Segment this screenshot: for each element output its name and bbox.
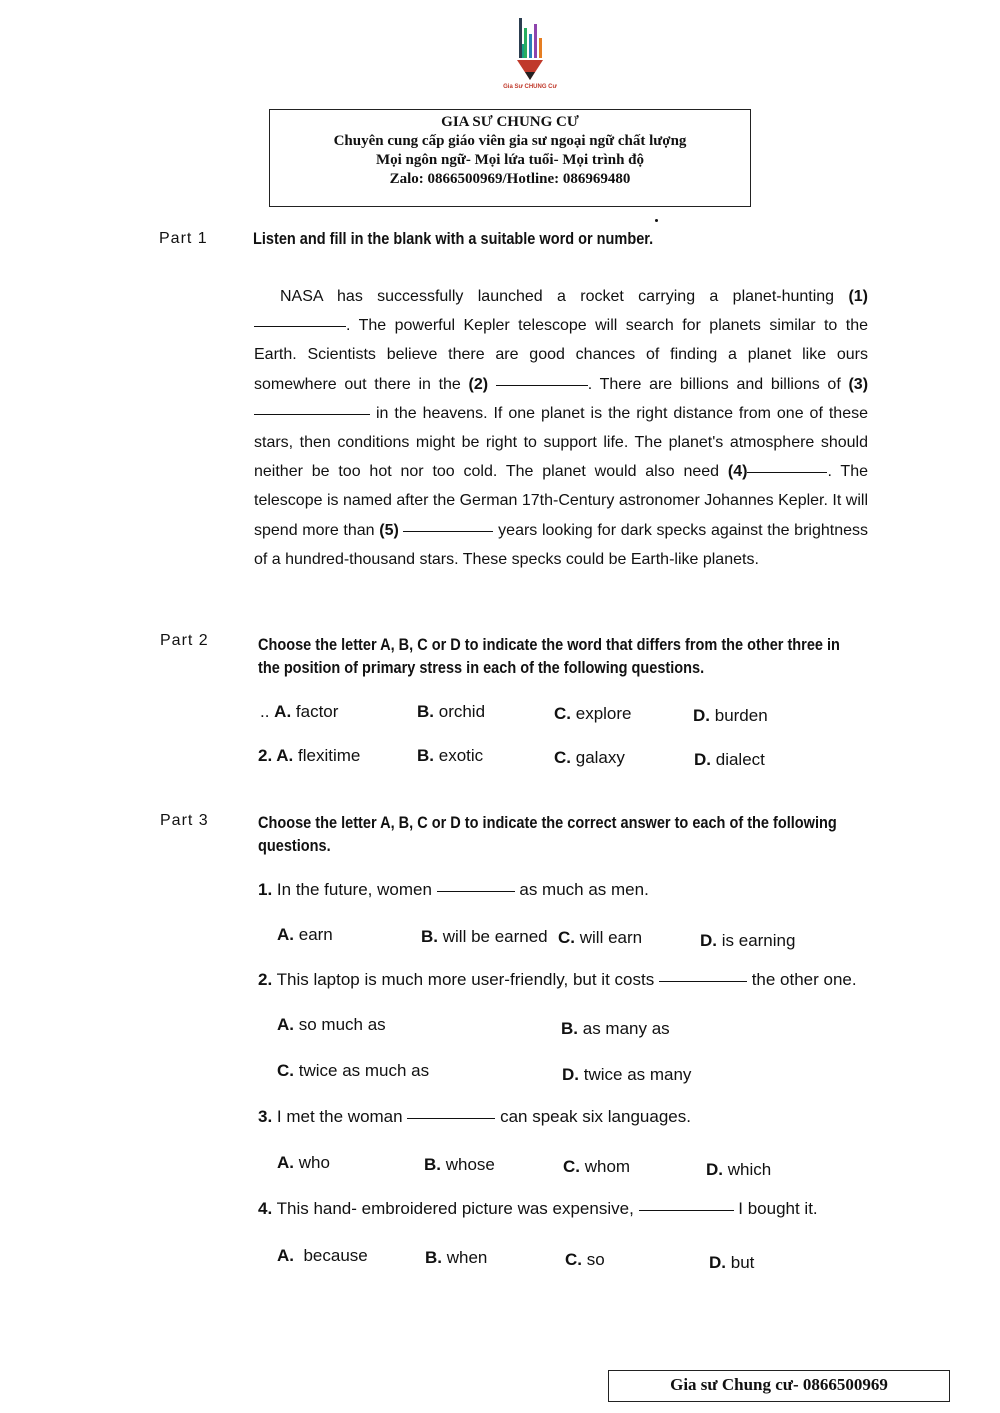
option-text: earn — [298, 925, 333, 944]
p3-q3-option-a[interactable] — [277, 1153, 330, 1173]
p3-q1-option-a[interactable] — [277, 925, 333, 945]
option-text: whom — [584, 1157, 631, 1176]
p3-q2-stem — [258, 970, 857, 990]
option-text: because — [303, 1246, 368, 1265]
p3-q3-option-c[interactable] — [563, 1157, 630, 1177]
option-text: will earn — [579, 928, 643, 947]
blank-4[interactable] — [747, 472, 827, 473]
p3-q4-option-c[interactable] — [565, 1250, 605, 1270]
option-letter: D. — [709, 1253, 726, 1272]
p3-q1-stem — [258, 880, 649, 900]
question-number: 2. — [258, 746, 277, 765]
passage-text: . The powerful Kepler telescope will search for planets similar to the Earth. Scientists believe there are good chances of finding a planet like ours somewhere out there in the — [254, 317, 868, 393]
header-title: GIA SƯ CHUNG CƯ — [441, 114, 579, 130]
option-letter: D. — [562, 1065, 579, 1084]
blank-3[interactable] — [254, 414, 370, 415]
option-letter: B. — [561, 1019, 578, 1038]
option-text: which — [727, 1160, 772, 1179]
option-letter: B. — [417, 746, 434, 765]
question-number: 4. — [258, 1199, 273, 1218]
part2-instruction: Choose the letter A, B, C or D to indicate the word that differs from the other three in the position of primary stress in each of the following questions. — [258, 636, 840, 677]
question-text: I met the woman — [276, 1107, 403, 1126]
option-text: explore — [575, 704, 632, 723]
option-text: dialect — [715, 750, 765, 769]
option-text: orchid — [438, 702, 486, 721]
p3-q2-blank[interactable] — [659, 981, 747, 982]
p2-q1-option-b[interactable] — [417, 702, 485, 722]
p2-q2-option-c[interactable] — [554, 748, 625, 768]
p3-q4-option-a[interactable] — [277, 1246, 368, 1266]
p2-q1-option-a[interactable] — [260, 702, 338, 722]
p2-q1-option-d[interactable] — [693, 706, 768, 726]
p3-q4-blank[interactable] — [639, 1210, 734, 1211]
option-text: so — [586, 1250, 605, 1269]
p3-q1-option-d[interactable] — [700, 931, 795, 951]
option-text: twice as many — [583, 1065, 692, 1084]
p3-q3-option-d[interactable] — [706, 1160, 771, 1180]
blank-number: (5) — [379, 521, 399, 539]
blank-number: (1) — [848, 288, 868, 305]
option-letter: C. — [563, 1157, 580, 1176]
option-letter: D. — [706, 1160, 723, 1179]
passage-text: NASA has successfully launched a rocket carrying a planet-hunting — [280, 288, 835, 305]
option-letter: B. — [425, 1248, 442, 1267]
option-letter: C. — [554, 704, 571, 723]
header-line-2: Mọi ngôn ngữ- Mọi lứa tuổi- Mọi trình độ — [375, 152, 644, 168]
header-box — [269, 109, 751, 207]
blank-5[interactable] — [403, 531, 493, 532]
header-line-1: Chuyên cung cấp giáo viên gia sư ngoại ngữ chất lượng — [333, 133, 687, 149]
option-letter: A. — [276, 746, 294, 765]
p3-q2-option-a[interactable] — [277, 1015, 386, 1035]
p2-q1-option-c[interactable] — [554, 704, 632, 724]
part1-instruction: Listen and fill in the blank with a suitable word or number. — [253, 230, 654, 248]
p3-q1-blank[interactable] — [437, 891, 515, 892]
option-text: flexitime — [298, 746, 361, 765]
option-text: whose — [445, 1155, 495, 1174]
option-letter: D. — [693, 706, 710, 725]
question-number: .. — [260, 702, 275, 721]
question-number: 3. — [258, 1107, 273, 1126]
option-text: who — [298, 1153, 330, 1172]
option-letter: C. — [277, 1061, 294, 1080]
option-letter: C. — [565, 1250, 582, 1269]
option-letter: A. — [277, 1153, 294, 1172]
logo-text: Gia Sư CHUNG Cư — [503, 84, 557, 90]
blank-1[interactable] — [254, 326, 346, 327]
passage-text: . The telescope is named after the German 17th-Century astronomer Johannes Kepler. It will spend more than — [254, 463, 869, 539]
option-letter: C. — [558, 928, 575, 947]
option-text: exotic — [438, 746, 484, 765]
question-text: the other one. — [751, 970, 857, 989]
question-text: as much as men. — [519, 880, 649, 899]
option-letter: D. — [694, 750, 711, 769]
option-letter: D. — [700, 931, 717, 950]
option-letter: B. — [421, 927, 438, 946]
blank-2[interactable] — [496, 385, 588, 386]
question-text: This laptop is much more user-friendly, but it costs — [276, 970, 655, 989]
option-text: burden — [714, 706, 768, 725]
p2-q2-option-b[interactable] — [417, 746, 483, 766]
blank-number: (3) — [848, 375, 869, 393]
question-text: can speak six languages. — [500, 1107, 691, 1126]
option-letter: B. — [424, 1155, 441, 1174]
p3-q1-option-c[interactable] — [558, 928, 642, 948]
option-letter: A. — [277, 1015, 294, 1034]
logo — [505, 14, 555, 94]
option-text: so much as — [298, 1015, 386, 1034]
p3-q4-option-b[interactable] — [425, 1248, 487, 1268]
question-text: In the future, women — [276, 880, 432, 899]
p3-q2-option-d[interactable] — [562, 1065, 691, 1085]
option-text: when — [446, 1248, 488, 1267]
question-text: I bought it. — [738, 1199, 818, 1218]
passage-text: . There are billions and billions of — [587, 375, 841, 393]
p3-q4-stem — [258, 1199, 818, 1219]
option-text: factor — [295, 702, 339, 721]
option-text: twice as much as — [298, 1061, 430, 1080]
option-text: will be earned — [442, 927, 548, 946]
option-letter: B. — [417, 702, 434, 721]
option-letter: A. — [277, 925, 294, 944]
p2-q2-option-d[interactable] — [694, 750, 765, 770]
question-number: 1. — [258, 880, 273, 899]
option-letter: C. — [554, 748, 571, 767]
p3-q3-blank[interactable] — [407, 1118, 495, 1119]
blank-number: (2) — [468, 375, 489, 393]
option-text: but — [730, 1253, 755, 1272]
option-text: is earning — [721, 931, 796, 950]
option-letter: A. — [274, 702, 292, 721]
p3-q2-option-c[interactable] — [277, 1061, 429, 1081]
blank-number: (4) — [727, 463, 748, 481]
part1-label: Part 1 — [159, 230, 208, 247]
part1-passage — [254, 282, 868, 574]
passage-text: in the heavens. If one planet is the right distance from one of these stars, then conditions might be right to support life. The planet's atmosphere should neither be too hot nor too cold. The planet would also need — [254, 404, 868, 481]
part3-label: Part 3 — [160, 812, 209, 829]
part3-instruction: Choose the letter A, B, C or D to indicate the correct answer to each of the following questions. — [258, 814, 837, 855]
option-text: as many as — [582, 1019, 670, 1038]
header-line-3: Zalo: 0866500969/Hotline: 086969480 — [389, 171, 631, 187]
p3-q2-option-b[interactable] — [561, 1019, 670, 1039]
question-number: 2. — [258, 970, 273, 989]
passage-text: years looking for dark specks against the brightness of a hundred-thousand stars. These specks could be Earth-like planets. — [254, 521, 868, 568]
option-text: galaxy — [575, 748, 625, 767]
question-text: This hand- embroidered picture was expensive, — [276, 1199, 634, 1218]
logo-graphic-icon — [505, 14, 555, 86]
p3-q1-option-b[interactable] — [421, 927, 548, 947]
p3-q3-stem — [258, 1107, 691, 1127]
p2-q2-option-a[interactable] — [258, 746, 360, 766]
p3-q3-option-b[interactable] — [424, 1155, 495, 1175]
dot-mark — [655, 219, 658, 222]
footer-box: Gia sư Chung cư- 0866500969 — [608, 1370, 950, 1402]
option-letter: A. — [277, 1246, 294, 1265]
part2-label: Part 2 — [160, 632, 209, 649]
p3-q4-option-d[interactable] — [709, 1253, 754, 1273]
